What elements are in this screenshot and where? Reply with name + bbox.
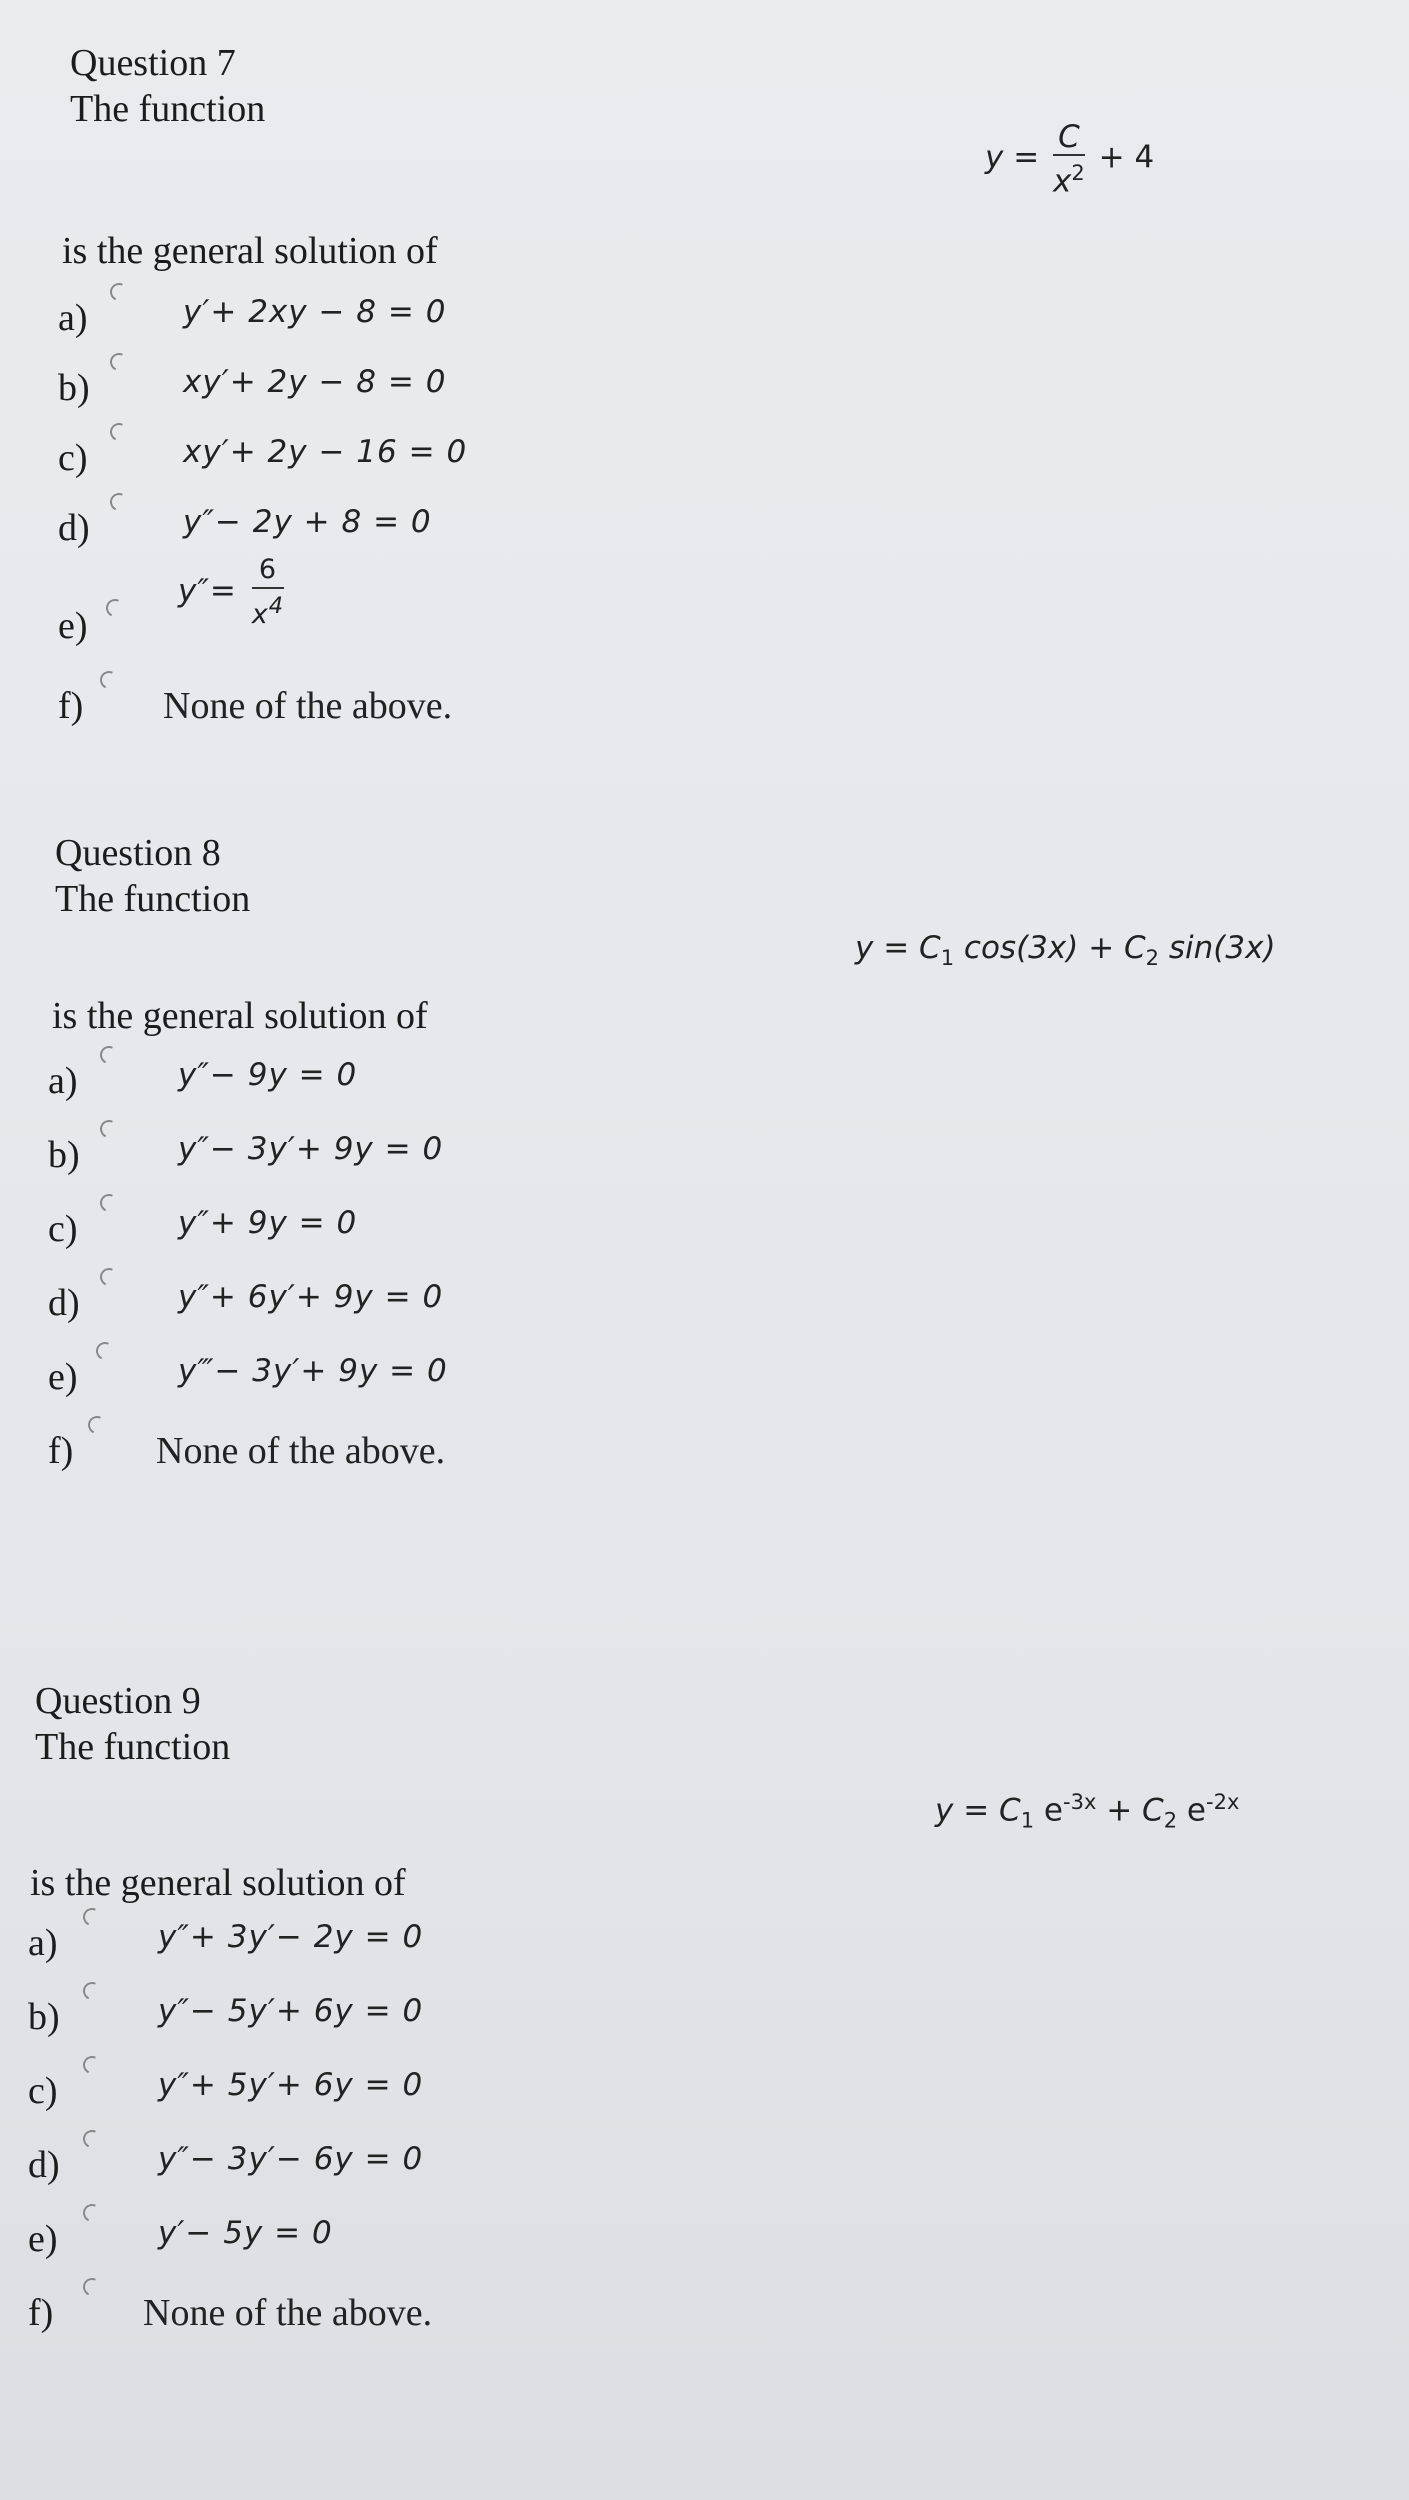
option-equation: y″+ 9y = 0 <box>178 1205 358 1241</box>
question-general-text: is the general solution of <box>30 1862 406 1904</box>
question-general-text: is the general solution of <box>52 995 428 1037</box>
radio-button[interactable] <box>80 2201 103 2224</box>
option-a[interactable] <box>48 1048 748 1104</box>
option-equation: y″− 5y′+ 6y = 0 <box>158 1993 424 2029</box>
option-e[interactable] <box>48 1344 748 1400</box>
radio-button[interactable] <box>97 668 120 691</box>
option-equation: y″= $\frac{6}{x^4}$ <box>178 554 285 630</box>
option-letter: d) <box>58 507 90 549</box>
option-f[interactable] <box>48 1418 748 1474</box>
question-8 <box>55 830 250 922</box>
option-e[interactable] <box>28 2206 728 2262</box>
radio-button[interactable] <box>107 350 130 373</box>
option-letter: a) <box>28 1922 58 1964</box>
radio-button[interactable] <box>80 2127 103 2150</box>
option-c[interactable] <box>58 425 758 481</box>
option-text: None of the above. <box>163 685 453 727</box>
radio-button[interactable] <box>107 490 130 513</box>
option-b[interactable] <box>58 355 758 411</box>
radio-button[interactable] <box>97 1191 120 1214</box>
radio-button[interactable] <box>107 280 130 303</box>
function-formula: $y = C_1$ $\cos(3x) + C_2$ sin(3x) <box>855 930 1276 971</box>
option-letter: b) <box>58 367 90 409</box>
option-letter: c) <box>48 1208 78 1250</box>
option-f[interactable] <box>28 2280 728 2336</box>
option-c[interactable] <box>28 2058 728 2114</box>
option-equation: y″− 3y′− 6y = 0 <box>158 2141 424 2177</box>
radio-button[interactable] <box>97 1043 120 1066</box>
question-lead: The function <box>55 878 251 920</box>
radio-button[interactable] <box>97 1265 120 1288</box>
option-equation: y″− 3y′+ 9y = 0 <box>178 1131 444 1167</box>
option-letter: e) <box>28 2218 58 2260</box>
option-equation: y″− 2y + 8 = 0 <box>183 504 432 540</box>
option-e[interactable] <box>58 554 758 655</box>
radio-button[interactable] <box>80 2275 103 2298</box>
option-equation: y″+ 5y′+ 6y = 0 <box>158 2067 424 2103</box>
option-letter: e) <box>48 1356 78 1398</box>
radio-button[interactable] <box>80 2053 103 2076</box>
option-c[interactable] <box>48 1196 748 1252</box>
option-letter: a) <box>58 297 88 339</box>
option-equation: y′+ 2xy − 8 = 0 <box>183 294 447 330</box>
question-title: Question 8 <box>55 832 221 874</box>
question-general-text: is the general solution of <box>62 230 438 272</box>
option-f[interactable] <box>58 673 758 729</box>
option-b[interactable] <box>48 1122 748 1178</box>
option-letter: c) <box>28 2070 58 2112</box>
option-a[interactable] <box>58 285 758 341</box>
radio-button[interactable] <box>93 1339 116 1362</box>
option-equation: y″− 9y = 0 <box>178 1057 358 1093</box>
option-letter: b) <box>28 1996 60 2038</box>
option-letter: a) <box>48 1060 78 1102</box>
option-letter: b) <box>48 1134 80 1176</box>
option-equation: y′− 5y = 0 <box>158 2215 333 2251</box>
question-9 <box>35 1678 230 1770</box>
radio-button[interactable] <box>80 1905 103 1928</box>
option-equation: y″+ 6y′+ 9y = 0 <box>178 1279 444 1315</box>
radio-button[interactable] <box>97 1117 120 1140</box>
radio-button[interactable] <box>80 1979 103 2002</box>
option-d[interactable] <box>48 1270 748 1326</box>
function-formula: $y = C_1$ $e^{-3x} + C_2$ $e^{-2x}$ <box>935 1790 1240 1833</box>
option-equation: y‴− 3y′+ 9y = 0 <box>178 1353 448 1389</box>
radio-button[interactable] <box>85 1413 108 1436</box>
option-letter: e) <box>58 605 88 647</box>
option-letter: d) <box>48 1282 80 1324</box>
option-equation: xy′+ 2y − 16 = 0 <box>183 434 468 470</box>
option-letter: c) <box>58 437 88 479</box>
question-lead: The function <box>70 88 266 130</box>
function-formula: y = $\frac{C}{x^2}$ + 4 <box>985 119 1155 200</box>
option-a[interactable] <box>28 1910 728 1966</box>
option-b[interactable] <box>28 1984 728 2040</box>
option-letter: d) <box>28 2144 60 2186</box>
question-lead: The function <box>35 1726 231 1768</box>
radio-button[interactable] <box>103 596 126 619</box>
question-title: Question 7 <box>70 42 236 84</box>
option-equation: xy′+ 2y − 8 = 0 <box>183 364 447 400</box>
option-d[interactable] <box>28 2132 728 2188</box>
option-equation: y″+ 3y′− 2y = 0 <box>158 1919 424 1955</box>
question-7 <box>70 40 265 132</box>
option-letter: f) <box>28 2292 54 2334</box>
option-text: None of the above. <box>143 2292 433 2334</box>
radio-button[interactable] <box>107 420 130 443</box>
option-letter: f) <box>58 685 84 727</box>
option-d[interactable] <box>58 495 758 551</box>
option-text: None of the above. <box>156 1430 446 1472</box>
option-letter: f) <box>48 1430 74 1472</box>
question-title: Question 9 <box>35 1680 201 1722</box>
